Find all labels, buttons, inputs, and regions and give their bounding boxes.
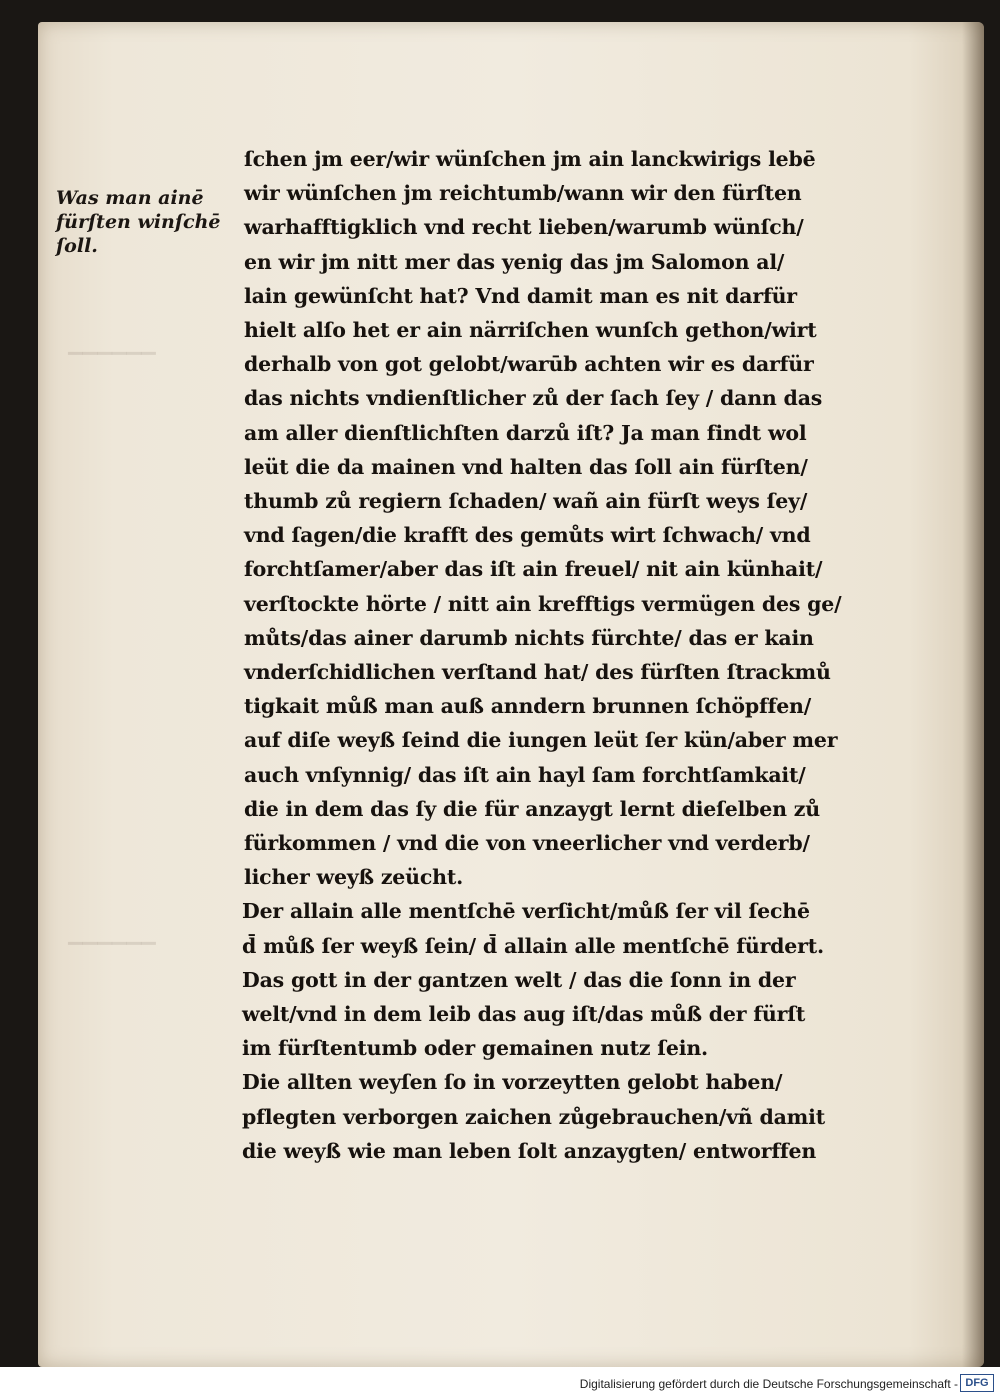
text-line: tigkait můß man auß anndern brunnen ſchöpffen/ xyxy=(244,694,812,719)
text-line: lain gewünſcht hat? Vnd damit man es nit darfür xyxy=(244,283,797,308)
text-line: warhafftigklich vnd recht lieben/warumb wünſch/ xyxy=(244,215,804,240)
bleed-through-text: ▁▁▁▁▁▁ xyxy=(68,333,156,355)
marginal-line: Was man ainē xyxy=(56,187,204,209)
book-page xyxy=(38,22,984,1367)
text-line: auch vnſynnig/ das iſt ain hayl ſam forchtſamkait/ xyxy=(244,762,806,787)
digitization-footer xyxy=(0,1367,1000,1397)
text-line: vnd ſagen/die krafft des gemůts wirt ſchwach/ vnd xyxy=(244,523,811,548)
text-line: d̄ můß ſer weyß ſein/ d̄ allain alle mentſchē fürdert. xyxy=(242,933,824,958)
text-line: Das gott in der gantzen welt / das die ſonn in der xyxy=(242,967,796,992)
text-line: hielt alſo het er ain närriſchen wunſch gethon/wirt xyxy=(244,318,817,343)
marginal-line: fürſten winſchē xyxy=(56,211,221,233)
text-line: verſtockte hörte / nitt ain krefftigs vermügen des ge/ xyxy=(244,591,842,616)
text-line: derhalb von got gelobt/warūb achten wir es darfür xyxy=(244,352,814,377)
funding-credit: Digitalisierung gefördert durch die Deutsche Forschungsgemeinschaft - xyxy=(579,1377,958,1391)
text-line: wir wünſchen jm reichtumb/wann wir den fürſten xyxy=(244,181,802,206)
text-line: forchtſamer/aber das iſt ain freuel/ nit ain künhait/ xyxy=(244,557,823,582)
dfg-logo: DFG xyxy=(960,1374,994,1392)
text-line: das nichts vndienſtlicher zů der ſach ſey / dann das xyxy=(244,386,823,411)
text-line: die weyß wie man leben ſolt anzaygten/ entworffen xyxy=(242,1138,817,1163)
text-line: die in dem das ſy die für anzaygt lernt dieſelben zů xyxy=(244,796,820,821)
bleed-through-text: ▁▁▁▁▁▁ xyxy=(68,923,156,945)
text-line: licher weyß zeücht. xyxy=(244,865,464,890)
text-line: im fürſtentumb oder gemainen nutz ſein. xyxy=(242,1036,708,1061)
text-line: fürkommen / vnd die von vneerlicher vnd verderb/ xyxy=(244,831,810,856)
text-line: Die allten weyſen ſo in vorzeytten gelobt haben/ xyxy=(242,1070,783,1095)
text-line: pflegten verborgen zaichen zůgebrauchen/vñ damit xyxy=(242,1104,826,1129)
text-line: welt/vnd in dem leib das aug iſt/das můß der fürſt xyxy=(242,1002,806,1027)
text-line: am aller dienſtlichſten darzů iſt? Ja man findt wol xyxy=(244,420,807,445)
text-line: vnderſchidlichen verſtand hat/ des fürſten ſtrackmů xyxy=(244,660,831,685)
text-line: en wir jm nitt mer das yenig das jm Salomon al/ xyxy=(244,249,785,274)
page-gutter-shadow xyxy=(962,22,984,1367)
text-line: thumb zů regiern ſchaden/ wañ ain fürſt weys ſey/ xyxy=(244,489,808,514)
marginal-note xyxy=(56,186,242,258)
text-line: můts/das ainer darumb nichts fürchte/ das er kain xyxy=(244,625,814,650)
text-line: auf diſe weyß ſeind die iungen leüt ſer kün/aber mer xyxy=(244,728,838,753)
marginal-line: ſoll. xyxy=(56,235,98,257)
text-line: leüt die da mainen vnd halten das ſoll ain fürſten/ xyxy=(244,454,808,479)
main-text-block xyxy=(244,142,924,1168)
text-line: ſchen jm eer/wir wünſchen jm ain lanckwirigs lebē xyxy=(244,147,816,171)
text-line: Der allain alle mentſchē verſicht/můß ſer vil ſechē xyxy=(242,899,810,924)
